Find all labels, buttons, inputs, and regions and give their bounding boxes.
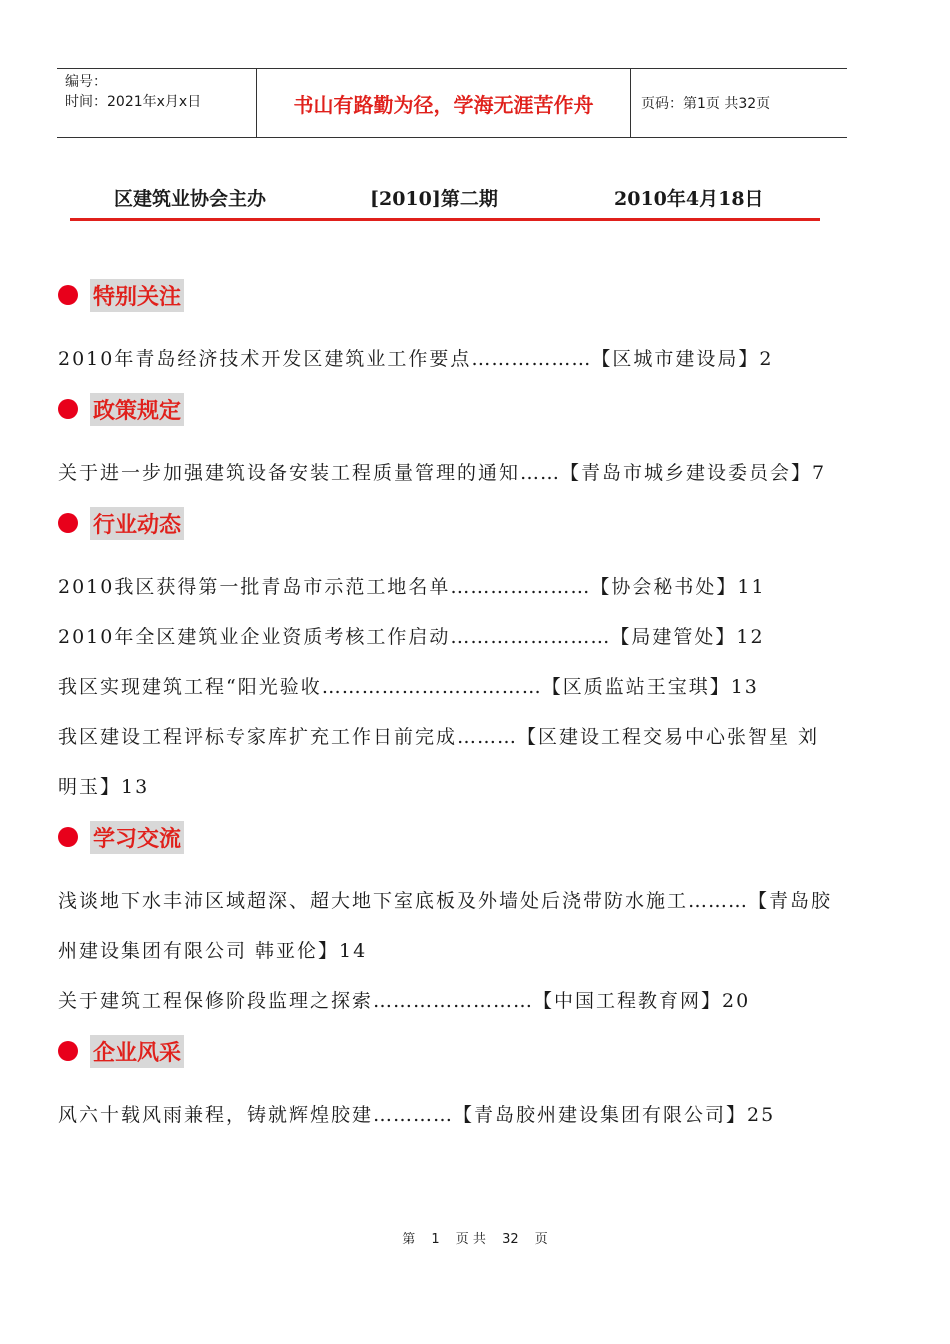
header-motto: 书山有路勤为径，学海无涯苦作舟: [257, 69, 631, 137]
red-bullet-icon: [58, 399, 78, 419]
section-heading: [58, 270, 838, 320]
toc-entry-source: 【局建管处】12: [610, 626, 765, 648]
footer-suffix: 页: [534, 1232, 548, 1247]
toc-entry-source: 【中国工程教育网】20: [533, 990, 751, 1012]
masthead-date: 2010年4月18日: [614, 188, 764, 210]
toc-entry-title: 2010我区获得第一批青岛市示范工地名单: [58, 576, 451, 598]
masthead-issue: [2010]第二期: [370, 188, 498, 210]
toc-entry[interactable]: [58, 562, 838, 612]
toc-leader-dots: ………: [457, 726, 518, 748]
toc-entry-title: 2010年青岛经济技术开发区建筑业工作要点: [58, 348, 472, 370]
document-header: [57, 68, 847, 138]
toc-entry-source: 【协会秘书处】11: [590, 576, 766, 598]
toc-entry[interactable]: [58, 1090, 838, 1140]
footer-prefix: 第: [402, 1232, 416, 1247]
section-title: 特别关注: [90, 279, 184, 312]
red-bullet-icon: [58, 513, 78, 533]
toc-entry-title: 我区建设工程评标专家库扩充工作日前完成: [58, 726, 458, 748]
toc-entry-title: 浅谈地下水丰沛区域超深、超大地下室底板及外墙处后浇带防水施工: [58, 890, 689, 912]
toc-entry-title: 关于进一步加强建筑设备安装工程质量管理的通知: [58, 462, 521, 484]
toc-entry-title: 我区实现建筑工程“阳光验收: [58, 676, 322, 698]
section-heading: [58, 384, 838, 434]
toc-leader-dots: …………: [373, 1104, 454, 1126]
toc-entry-source: 【青岛胶州建设集团有限公司 韩亚伦】14: [58, 890, 833, 962]
red-bullet-icon: [58, 827, 78, 847]
toc-entry-title: 2010年全区建筑业企业资质考核工作启动: [58, 626, 451, 648]
toc-leader-dots: ………………: [471, 348, 592, 370]
toc-entry[interactable]: [58, 334, 838, 384]
toc-entry-source: 【区建设工程交易中心张智星 刘明玉】13: [58, 726, 820, 798]
toc-entry[interactable]: [58, 976, 838, 1026]
toc-entry-source: 【青岛市城乡建设委员会】7: [560, 462, 827, 484]
footer-page-number: 1: [431, 1232, 440, 1247]
document-number: 编号：: [65, 74, 107, 90]
toc-leader-dots: ……………………………: [321, 676, 542, 698]
toc-entry[interactable]: [58, 448, 838, 498]
red-bullet-icon: [58, 285, 78, 305]
table-of-contents: [58, 270, 838, 1140]
toc-entry-source: 【区城市建设局】2: [591, 348, 774, 370]
footer-middle: 页 共: [455, 1232, 486, 1247]
toc-entry[interactable]: [58, 712, 838, 812]
toc-entry-source: 【青岛胶州建设集团有限公司】25: [453, 1104, 776, 1126]
section-heading: [58, 498, 838, 548]
section-title: 学习交流: [90, 821, 184, 854]
footer-total-pages: 32: [502, 1232, 519, 1247]
section-heading: [58, 1026, 838, 1076]
masthead-organizer: 区建筑业协会主办: [114, 188, 267, 210]
toc-leader-dots: ……………………: [450, 626, 611, 648]
section-title: 行业动态: [90, 507, 184, 540]
document-time: 时间：2021年x月x日: [65, 94, 202, 110]
header-page-number: 页码：第1页 共32页: [641, 96, 771, 112]
page-footer: [0, 1228, 950, 1247]
toc-entry-title: 关于建筑工程保修阶段监理之探索: [58, 990, 374, 1012]
header-meta: [57, 69, 257, 137]
section-heading: [58, 812, 838, 862]
toc-leader-dots: …………………: [450, 576, 591, 598]
toc-entry-title: 风六十载风雨兼程，铸就辉煌胶建: [58, 1104, 374, 1126]
toc-leader-dots: ……: [520, 462, 561, 484]
toc-entry[interactable]: [58, 612, 838, 662]
section-title: 政策规定: [90, 393, 184, 426]
toc-entry-source: 【区质监站王宝琪】13: [541, 676, 759, 698]
section-title: 企业风采: [90, 1035, 184, 1068]
red-bullet-icon: [58, 1041, 78, 1061]
toc-entry[interactable]: [58, 876, 838, 976]
toc-leader-dots: ……………………: [373, 990, 534, 1012]
toc-entry[interactable]: [58, 662, 838, 712]
masthead: [70, 178, 820, 221]
toc-leader-dots: ………: [688, 890, 749, 912]
